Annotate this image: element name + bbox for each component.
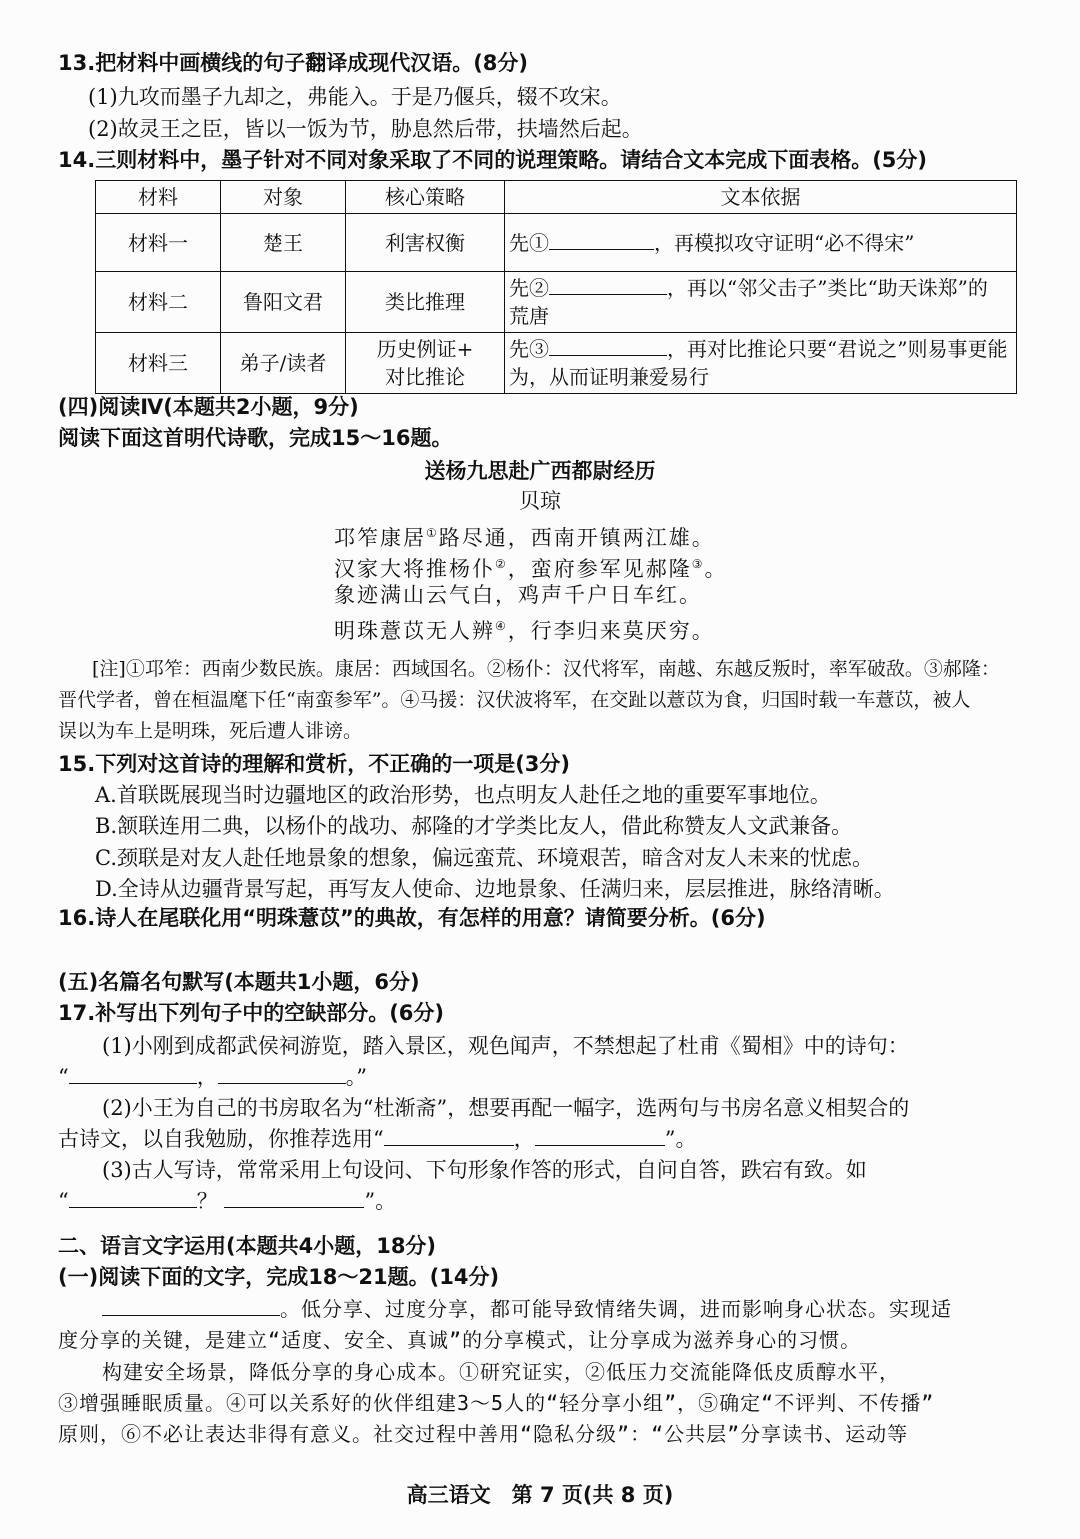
poem-line-4 — [334, 611, 715, 646]
quote-mark: ”。 — [364, 1189, 397, 1213]
passage-line — [102, 1294, 952, 1324]
table-row — [96, 214, 1017, 272]
basis-text-line2: 荒唐 — [509, 304, 549, 328]
poem-text: ，行李归来莫厌穷。 — [507, 619, 715, 643]
q17-part-2-blanks — [58, 1124, 697, 1154]
section-4-title: (四)阅读Ⅳ(本题共2小题，9分) — [58, 395, 359, 419]
answer-blank[interactable] — [549, 274, 667, 295]
q17-stem: 17.补写出下列句子中的空缺部分。(6分) — [58, 1001, 445, 1025]
quote-mark: “ — [58, 1189, 69, 1213]
poem-author: 贝琼 — [519, 489, 561, 513]
table-cell-basis — [505, 272, 1017, 333]
answer-blank[interactable] — [102, 1295, 280, 1316]
punctuation: ， — [513, 1127, 535, 1151]
basis-text: ，再模拟攻守证明“必不得宋” — [654, 230, 915, 255]
table-cell: 弟子/读者 — [221, 333, 346, 394]
basis-text: ，再对比推论只要“君说之”则易事更能 — [667, 337, 1008, 361]
basis-text-line2: 为，从而证明兼爱易行 — [509, 365, 709, 389]
answer-blank[interactable] — [549, 229, 654, 250]
table-cell-basis — [505, 214, 1017, 272]
basis-prefix: 先③ — [509, 337, 549, 361]
section-5-title: (五)名篇名句默写(本题共1小题，6分) — [58, 970, 420, 994]
answer-blank[interactable] — [384, 1125, 514, 1146]
answer-blank[interactable] — [549, 335, 667, 356]
punctuation: ？ — [196, 1189, 218, 1213]
q15-option-b: B.颔联连用二典，以杨仆的战功、郝隆的才学类比友人，借此称赞友人文武兼备。 — [95, 814, 853, 838]
table-row — [96, 333, 1017, 394]
poem-text: 汉家大将推杨仆 — [334, 557, 495, 581]
basis-prefix: 先① — [509, 230, 549, 255]
q17-part-3: (3)古人写诗，常常采用上句设问、下句形象作答的形式，自问自答，跌宕有致。如 — [102, 1158, 867, 1182]
poem-line-2 — [334, 549, 728, 584]
table-header-row — [96, 181, 1017, 214]
q15-option-c: C.颈联是对友人赴任地景象的想象，偏远蛮荒、环境艰苦，暗含对友人未来的忧虑。 — [95, 846, 873, 870]
q17-part-1: (1)小刚到成都武侯祠游览，踏入景区，观色闻声，不禁想起了杜甫《蜀相》中的诗句： — [102, 1034, 909, 1058]
table-cell: 材料一 — [96, 214, 221, 272]
basis-prefix: 先② — [509, 276, 549, 300]
q17-part-2: (2)小王为自己的书房取名为“杜渐斋”，想要再配一幅字，选两句与书房名意义相契合的 — [102, 1096, 910, 1120]
passage-line: 原则，⑥不必让表达非得有意义。社交过程中善用“隐私分级”：“公共层”分享读书、运动等 — [58, 1422, 909, 1446]
strategy-line: 对比推论 — [385, 365, 465, 389]
punctuation: ， — [196, 1065, 218, 1089]
answer-blank[interactable] — [224, 1187, 364, 1208]
poem-text: 邛笮康居 — [334, 526, 426, 550]
table-header: 核心策略 — [346, 181, 505, 214]
table-header: 文本依据 — [505, 181, 1017, 214]
passage-line: 构建安全场景，降低分享的身心成本。①研究证实，②低压力交流能降低皮质醇水平， — [102, 1360, 900, 1384]
table-cell: 鲁阳文君 — [221, 272, 346, 333]
quote-mark: 。” — [345, 1065, 367, 1089]
part-2-title: 二、语言文字运用(本题共4小题，18分) — [58, 1234, 437, 1258]
poem-text: ，蛮府参军见郝隆 — [507, 557, 692, 581]
poem-title: 送杨九思赴广西都尉经历 — [424, 459, 656, 483]
footnote-marker: ④ — [495, 619, 508, 633]
poem-note-line: [注]①邛笮：西南少数民族。康居：西域国名。②杨仆：汉代将军，南越、东越反叛时，率军破敌。③郝隆： — [92, 658, 1000, 680]
q13-sentence-1: (1)九攻而墨子九却之，弗能入。于是乃偃兵，辍不攻宋。 — [88, 85, 622, 109]
table-cell: 材料三 — [96, 333, 221, 394]
passage-text: 。低分享、过度分享，都可能导致情绪失调，进而影响身心状态。实现适 — [280, 1297, 952, 1321]
passage-line: 度分享的关键，是建立“适度、安全、真诚”的分享模式，让分享成为滋养身心的习惯。 — [58, 1328, 862, 1352]
table-cell: 材料二 — [96, 272, 221, 333]
quote-mark: ”。 — [664, 1127, 697, 1151]
poem-text: 。 — [704, 557, 728, 581]
table-header: 对象 — [221, 181, 346, 214]
quote-mark: “ — [58, 1065, 69, 1089]
q15-option-a: A.首联既展现当时边疆地区的政治形势，也点明友人赴任之地的重要军事地位。 — [95, 783, 831, 807]
q17-part-2-text: 古诗文，以自我勉励，你推荐选用“ — [58, 1127, 384, 1151]
answer-blank[interactable] — [218, 1063, 346, 1084]
q13-stem: 13.把材料中画横线的句子翻译成现代汉语。(8分) — [58, 51, 529, 75]
part-2-subtitle: (一)阅读下面的文字，完成18～21题。(14分) — [58, 1265, 500, 1289]
table-cell-basis — [505, 333, 1017, 394]
footnote-marker: ① — [426, 526, 439, 540]
table-header: 材料 — [96, 181, 221, 214]
strategy-table — [95, 180, 1017, 394]
table-cell: 利害权衡 — [346, 214, 505, 272]
passage-line: ③增强睡眠质量。④可以关系好的伙伴组建3～5人的“轻分享小组”，⑤确定“不评判、不传播” — [58, 1391, 935, 1415]
table-cell: 类比推理 — [346, 272, 505, 333]
poem-note-line: 晋代学者，曾在桓温麾下任“南蛮参军”。④马援：汉伏波将军，在交趾以薏苡为食，归国时载一车薏苡，被人 — [58, 689, 971, 711]
table-row — [96, 272, 1017, 333]
poem-line-3: 象迹满山云气白，鸡声千户日车红。 — [334, 583, 702, 607]
strategy-line: 历史例证+ — [376, 337, 474, 361]
poem-text: 路尽通，西南开镇两江雄。 — [438, 526, 715, 550]
table-cell — [346, 333, 505, 394]
footnote-marker: ③ — [691, 557, 705, 571]
answer-blank[interactable] — [535, 1125, 665, 1146]
basis-text: ，再以“邻父击子”类比“助天诛郑”的 — [667, 276, 988, 300]
poem-text: 明珠薏苡无人辨 — [334, 619, 495, 643]
q16-stem: 16.诗人在尾联化用“明珠薏苡”的典故，有怎样的用意？请简要分析。(6分) — [58, 906, 766, 930]
answer-blank[interactable] — [69, 1187, 197, 1208]
table-cell: 楚王 — [221, 214, 346, 272]
q15-option-d: D.全诗从边疆背景写起，再写友人使命、边地景象、任满归来，层层推进，脉络清晰。 — [95, 877, 895, 901]
poem-line-1 — [334, 518, 715, 553]
q13-sentence-2: (2)故灵王之臣，皆以一饭为节，胁息然后带，扶墙然后起。 — [88, 117, 643, 141]
page-footer: 高三语文 第 7 页(共 8 页) — [406, 1483, 674, 1507]
section-4-instruction: 阅读下面这首明代诗歌，完成15～16题。 — [58, 426, 453, 450]
q17-part-3-blanks — [58, 1186, 396, 1216]
footnote-marker: ② — [495, 557, 508, 571]
answer-blank[interactable] — [69, 1063, 197, 1084]
q14-stem: 14.三则材料中，墨子针对不同对象采取了不同的说理策略。请结合文本完成下面表格。(5分) — [58, 148, 928, 172]
q15-stem: 15.下列对这首诗的理解和赏析，不正确的一项是(3分) — [58, 752, 571, 776]
poem-note-line: 误以为车上是明珠，死后遭人诽谤。 — [58, 720, 363, 742]
q17-part-1-blanks — [58, 1062, 367, 1092]
